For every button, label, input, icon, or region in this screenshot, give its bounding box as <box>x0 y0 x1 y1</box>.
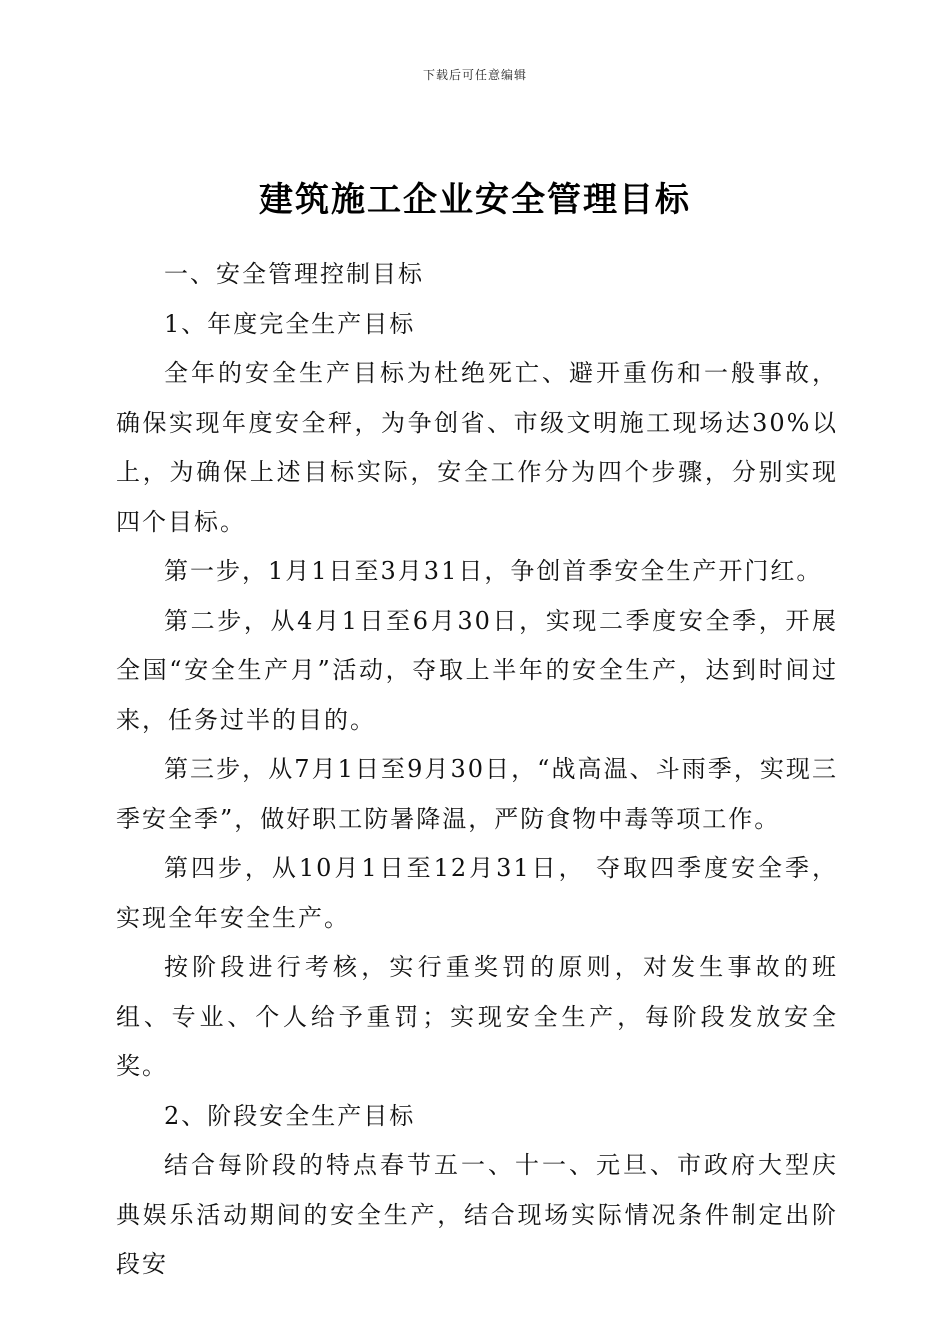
document-title: 建筑施工企业安全管理目标 <box>259 180 691 220</box>
paragraph-step-four: 第四步，从10月1日至12月31日， 夺取四季度安全季，实现全年安全生产。 <box>116 854 838 932</box>
subsection-heading-stage-target: 2、阶段安全生产目标 <box>164 1101 416 1130</box>
paragraph-step-two: 第二步，从4月1日至6月30日，实现二季度安全季，开展全国“安全生产月”活动，夺取上半年的安全生产，达到时间过来，任务过半的目的。 <box>116 606 838 734</box>
paragraph-stage-goal: 结合每阶段的特点春节五一、十一、元旦、市政府大型庆典娱乐活动期间的安全生产，结合现场实际情况条件制定出阶段安 <box>116 1151 838 1278</box>
section-heading-control-targets: 一、安全管理控制目标 <box>164 260 424 288</box>
paragraph-step-one: 第一步，1月1日至3月31日，争创首季安全生产开门红。 <box>164 557 823 585</box>
paragraph-step-three: 第三步，从7月1日至9月30日，“战高温、斗雨季，实现三季安全季”，做好职工防暑降温，严防食物中毒等项工作。 <box>116 755 838 833</box>
paragraph-annual-goal: 全年的安全生产目标为杜绝死亡、避开重伤和一般事故，确保实现年度安全秤，为争创省、市级文明施工现场达30%以上，为确保上述目标实际，安全工作分为四个步骤，分别实现四个目标。 <box>116 359 838 536</box>
header-note: 下载后可任意编辑 <box>422 68 527 82</box>
subsection-heading-annual-target: 1、年度完全生产目标 <box>164 309 416 338</box>
paragraph-assessment: 按阶段进行考核，实行重奖罚的原则，对发生事故的班组、专业、个人给予重罚；实现安全生产，每阶段发放安全奖。 <box>116 953 838 1080</box>
document-body <box>116 250 838 1290</box>
